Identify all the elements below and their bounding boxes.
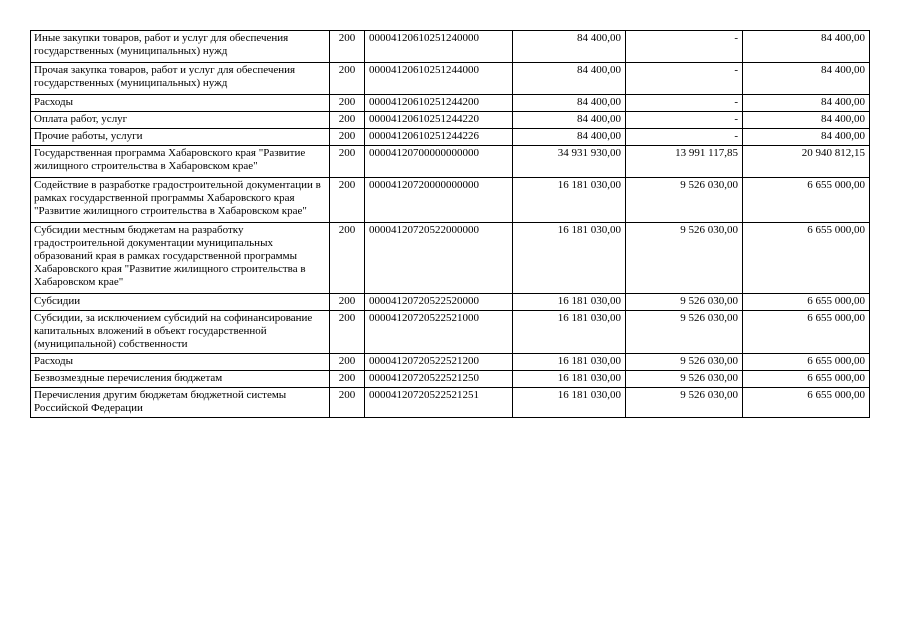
row-line-code-cell: 200 xyxy=(330,31,365,63)
row-executed-cell: - xyxy=(626,129,743,146)
row-executed-cell: - xyxy=(626,112,743,129)
row-budget-code-cell: 00004120720522521251 xyxy=(365,388,513,418)
row-budget-code-cell: 00004120610251244000 xyxy=(365,63,513,95)
row-budget-code-cell: 00004120720522521250 xyxy=(365,371,513,388)
row-line-code-cell: 200 xyxy=(330,371,365,388)
row-line-code-cell: 200 xyxy=(330,146,365,178)
table-row xyxy=(31,371,870,388)
row-budget-code-cell: 00004120720522521000 xyxy=(365,311,513,354)
row-unexecuted-cell: 6 655 000,00 xyxy=(743,294,870,311)
row-approved-cell: 16 181 030,00 xyxy=(513,294,626,311)
row-executed-cell: - xyxy=(626,95,743,112)
row-line-code-cell: 200 xyxy=(330,311,365,354)
row-name-cell: Расходы xyxy=(31,354,330,371)
row-budget-code-cell: 00004120610251244200 xyxy=(365,95,513,112)
row-budget-code-cell: 00004120720000000000 xyxy=(365,178,513,223)
row-name-cell: Иные закупки товаров, работ и услуг для обеспечения государственных (муниципальных) нужд xyxy=(31,31,330,63)
table-row xyxy=(31,146,870,178)
row-executed-cell: - xyxy=(626,31,743,63)
row-approved-cell: 84 400,00 xyxy=(513,31,626,63)
row-unexecuted-cell: 84 400,00 xyxy=(743,112,870,129)
row-budget-code-cell: 00004120720522521200 xyxy=(365,354,513,371)
row-unexecuted-cell: 6 655 000,00 xyxy=(743,371,870,388)
table-row xyxy=(31,95,870,112)
row-name-cell: Безвозмездные перечисления бюджетам xyxy=(31,371,330,388)
row-line-code-cell: 200 xyxy=(330,388,365,418)
row-unexecuted-cell: 6 655 000,00 xyxy=(743,223,870,294)
row-name-cell: Государственная программа Хабаровского края "Развитие жилищного строительства в Хабаровском крае" xyxy=(31,146,330,178)
row-name-cell: Субсидии xyxy=(31,294,330,311)
row-approved-cell: 84 400,00 xyxy=(513,95,626,112)
row-name-cell: Оплата работ, услуг xyxy=(31,112,330,129)
table-row xyxy=(31,178,870,223)
row-approved-cell: 16 181 030,00 xyxy=(513,371,626,388)
row-unexecuted-cell: 6 655 000,00 xyxy=(743,178,870,223)
row-name-cell: Субсидии, за исключением субсидий на софинансирование капитальных вложений в объект государственной (муниципальной) собственности xyxy=(31,311,330,354)
row-unexecuted-cell: 6 655 000,00 xyxy=(743,354,870,371)
row-budget-code-cell: 00004120700000000000 xyxy=(365,146,513,178)
row-unexecuted-cell: 84 400,00 xyxy=(743,95,870,112)
table-row xyxy=(31,129,870,146)
table-row xyxy=(31,294,870,311)
row-executed-cell: 13 991 117,85 xyxy=(626,146,743,178)
row-line-code-cell: 200 xyxy=(330,178,365,223)
budget-expenditure-table xyxy=(30,30,870,418)
row-budget-code-cell: 00004120610251244220 xyxy=(365,112,513,129)
row-unexecuted-cell: 6 655 000,00 xyxy=(743,311,870,354)
row-unexecuted-cell: 84 400,00 xyxy=(743,63,870,95)
row-unexecuted-cell: 20 940 812,15 xyxy=(743,146,870,178)
row-budget-code-cell: 00004120610251244226 xyxy=(365,129,513,146)
row-approved-cell: 34 931 930,00 xyxy=(513,146,626,178)
row-name-cell: Прочая закупка товаров, работ и услуг для обеспечения государственных (муниципальных) нужд xyxy=(31,63,330,95)
row-line-code-cell: 200 xyxy=(330,223,365,294)
row-line-code-cell: 200 xyxy=(330,63,365,95)
row-unexecuted-cell: 84 400,00 xyxy=(743,129,870,146)
table-row xyxy=(31,31,870,63)
row-approved-cell: 16 181 030,00 xyxy=(513,178,626,223)
row-name-cell: Прочие работы, услуги xyxy=(31,129,330,146)
table-row xyxy=(31,63,870,95)
row-name-cell: Субсидии местным бюджетам на разработку градостроительной документации муниципальных образований края в рамках государственной программы Хабаровского края "Развитие жилищного строительства в Хабаровском крае" xyxy=(31,223,330,294)
row-executed-cell: 9 526 030,00 xyxy=(626,223,743,294)
row-budget-code-cell: 00004120720522520000 xyxy=(365,294,513,311)
table-body xyxy=(31,31,870,418)
row-line-code-cell: 200 xyxy=(330,129,365,146)
row-executed-cell: 9 526 030,00 xyxy=(626,354,743,371)
row-executed-cell: 9 526 030,00 xyxy=(626,371,743,388)
row-budget-code-cell: 00004120610251240000 xyxy=(365,31,513,63)
table-row xyxy=(31,311,870,354)
row-approved-cell: 84 400,00 xyxy=(513,129,626,146)
table-row xyxy=(31,388,870,418)
table-row xyxy=(31,223,870,294)
row-line-code-cell: 200 xyxy=(330,354,365,371)
row-executed-cell: 9 526 030,00 xyxy=(626,178,743,223)
row-name-cell: Содействие в разработке градостроительной документации в рамках государственной программы Хабаровского края "Развитие жилищного строительства в Хабаровском крае" xyxy=(31,178,330,223)
row-executed-cell: 9 526 030,00 xyxy=(626,388,743,418)
row-unexecuted-cell: 84 400,00 xyxy=(743,31,870,63)
row-approved-cell: 84 400,00 xyxy=(513,63,626,95)
row-line-code-cell: 200 xyxy=(330,294,365,311)
row-approved-cell: 16 181 030,00 xyxy=(513,311,626,354)
table-row xyxy=(31,354,870,371)
row-name-cell: Перечисления другим бюджетам бюджетной системы Российской Федерации xyxy=(31,388,330,418)
row-approved-cell: 16 181 030,00 xyxy=(513,354,626,371)
row-executed-cell: 9 526 030,00 xyxy=(626,294,743,311)
row-line-code-cell: 200 xyxy=(330,112,365,129)
row-executed-cell: 9 526 030,00 xyxy=(626,311,743,354)
row-approved-cell: 84 400,00 xyxy=(513,112,626,129)
row-approved-cell: 16 181 030,00 xyxy=(513,223,626,294)
row-name-cell: Расходы xyxy=(31,95,330,112)
table-row xyxy=(31,112,870,129)
row-line-code-cell: 200 xyxy=(330,95,365,112)
row-budget-code-cell: 00004120720522000000 xyxy=(365,223,513,294)
row-executed-cell: - xyxy=(626,63,743,95)
row-approved-cell: 16 181 030,00 xyxy=(513,388,626,418)
row-unexecuted-cell: 6 655 000,00 xyxy=(743,388,870,418)
